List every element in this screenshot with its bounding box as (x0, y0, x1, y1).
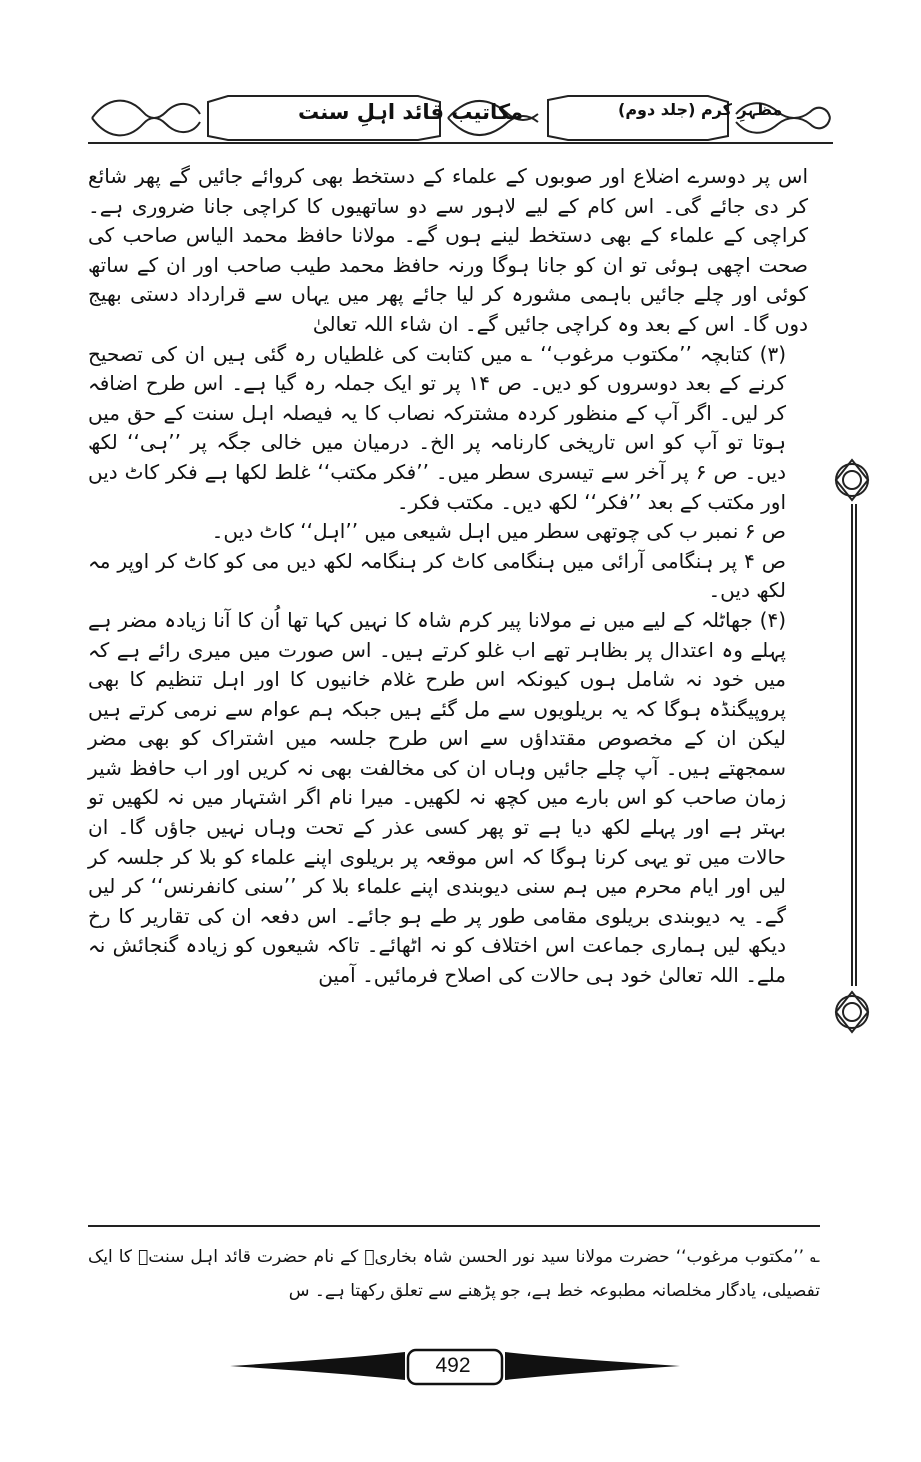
header-book-title: مکاتیب قائد اہلِ سنت (298, 100, 524, 124)
footnote-divider (88, 1225, 820, 1227)
footnote (88, 1240, 820, 1308)
paragraph-3: ص ۶ نمبر ب کی چوتھی سطر میں اہل شیعی میں ’’اہل‘‘ کاٹ دیں۔ (211, 519, 786, 544)
paragraph-2: (۳) کتابچہ ’’مکتوب مرغوب‘‘ ؎ میں کتابت کی غلطیاں رہ گئی ہیں ان کی تصحیح کرنے کے بعد دوسروں کو دیں۔ ص ۱۴ پر تو ایک جملہ رہ گیا ہے۔ اس طرح اضافہ کر لیں۔ اگر آپ کے منظور کردہ مشترکہ نصاب کا یہ فیصلہ اہل سنت کے حق میں ہوتا تو آپ کو اس تاریخی کارنامہ پر الخ۔ درمیان میں خالی جگہ پر ’’ہی‘‘ لکھ دیں۔ ص ۶ پر آخر سے تیسری سطر میں۔ ’’فکر مکتب‘‘ غلط لکھا ہے فکر کاٹ دیں اور مکتب کے بعد ’’فکر‘‘ لکھ دیں۔ مکتب فکر۔ (88, 341, 786, 514)
header-volume-title: مظہرِ کرم (جلد دوم) (618, 100, 783, 119)
page-number: 492 (435, 1354, 471, 1377)
page-header (88, 92, 833, 144)
paragraph-1: اس پر دوسرے اضلاع اور صوبوں کے علماء کے دستخط بھی کروائے جائیں گے پھر شائع کر دی جائے گی۔ اس کام کے لیے لاہور سے دو ساتھیوں کا کراچی جانا ضروری ہے۔ کراچی کے علماء کے بھی دستخط لینے ہوں گے۔ مولانا حافظ محمد الیاس صاحب کی صحت اچھی ہوئی تو ان کو جانا ہوگا ورنہ حافظ محمد طیب صاحب اور ان کے ساتھ کوئی اور چلے جائیں باہمی مشورہ کر لیا جائے پھر میں یہاں سے قرارداد دستی بھیج دوں گا۔ اس کے بعد وہ کراچی جائیں گے۔ ان شاء اللہ تعالیٰ (88, 164, 808, 336)
paragraph-4: ص ۴ پر ہنگامی آرائی میں ہنگامی کاٹ کر ہنگامہ لکھ دیں می کو کاٹ کر اوپر مہ لکھ دیں۔ (88, 548, 786, 603)
paragraph-5: (۴) جھاٹلہ کے لیے میں نے مولانا پیر کرم شاہ کا نہیں کہا تھا اُن کا آنا زیادہ مضر ہے پہلے وہ اعتدال پر بظاہر تھے اب غلو کرتے ہیں۔ اس صورت میں میری رائے ہے کہ میں خود نہ شامل ہوں کیونکہ اس طرح غلام خانیوں کا اور اہل تنظیم کا بھی پروپیگنڈہ ہوگا کہ یہ بریلویوں سے مل گئے ہیں جبکہ ہم عوام سے نرمی کرتے ہیں لیکن ان کے مخصوص مقتداؤں سے اس طرح جلسہ میں اشتراک کو بھی مضر سمجھتے ہیں۔ آپ چلے جائیں وہاں ان کی مخالفت بھی نہ کریں اور اب حافظ شیر زمان صاحب کو اس بارے میں کچھ نہ لکھیں۔ میرا نام اگر اشتہار میں نہ لکھیں تو بہتر ہے اور پہلے لکھ دیا ہے تو پھر کسی عذر کے تحت وہاں نہیں جاؤں گا۔ ان حالات میں تو یہی کرنا ہوگا کہ اس موقعہ پر بریلوی اپنے علماء کو بلا کر جلسہ کر لیں اور ایام محرم میں ہم سنی دیوبندی اپنے علماء بلا کر ’’سنی کانفرنس‘‘ کر لیں گے۔ یہ دیوبندی بریلوی مقامی طور پر طے ہو جائے۔ اس دفعہ ان کی تقاریر کا رخ دیکھ لیں ہماری جماعت اس اختلاف کو نہ اٹھائے۔ تاکہ شیعوں کو زیادہ گنجائش نہ ملے۔ اللہ تعالیٰ خود ہی حالات کی اصلاح فرمائیں۔ آمین (88, 607, 786, 988)
side-margin-ornament (830, 456, 874, 1036)
footnote-text: ؎ ’’مکتوب مرغوب‘‘ حضرت مولانا سید نور الحسن شاہ بخاریؒ کے نام حضرت قائد اہل سنتؒ کا ایک تفصیلی، یادگار مخلصانہ مطبوعہ خط ہے، جو پڑھنے سے تعلق رکھتا ہے۔ س (88, 1247, 820, 1301)
letter-body (88, 162, 808, 991)
